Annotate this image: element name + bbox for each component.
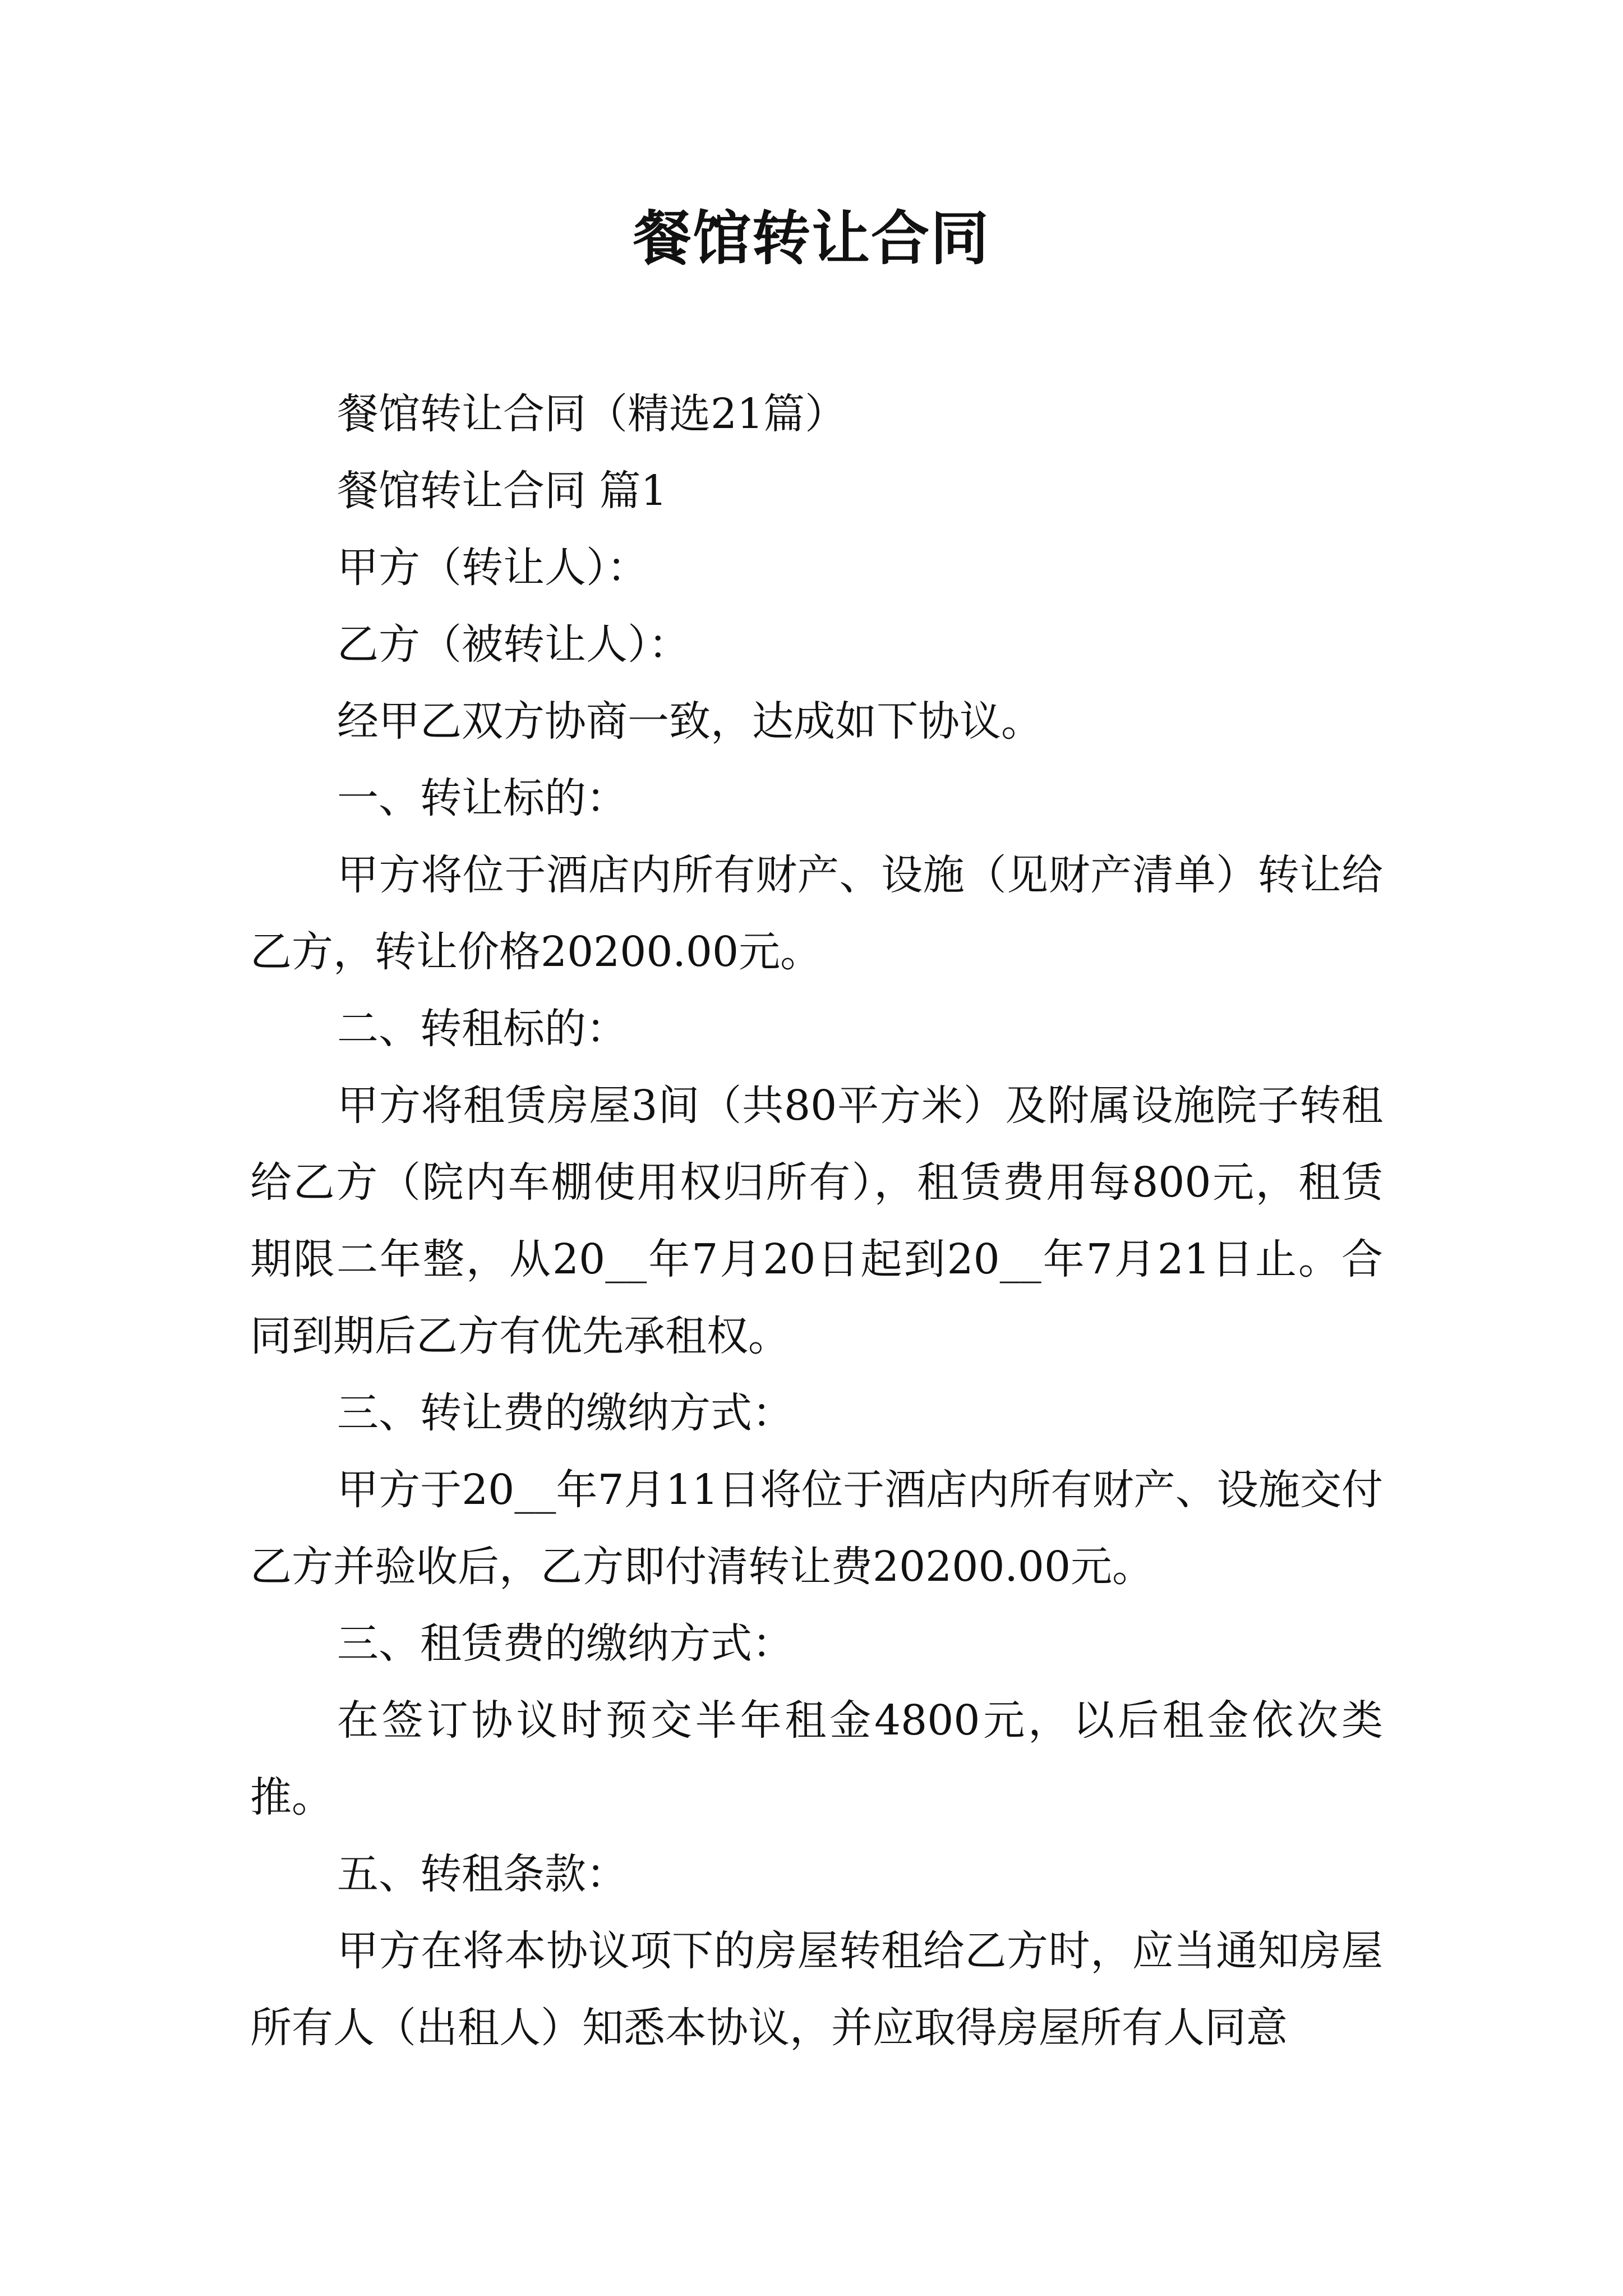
clause-text-5: 甲方在将本协议项下的房屋转租给乙方时，应当通知房屋所有人（出租人）知悉本协议，并应取得房屋所有人同意 bbox=[250, 1927, 1383, 2052]
party-a-line: 甲方（转让人）： bbox=[337, 544, 648, 592]
section-heading: 餐馆转让合同 篇1 bbox=[337, 467, 667, 515]
clause-heading-5: 五、转租条款： bbox=[337, 1850, 628, 1898]
clause-text-1: 甲方将位于酒店内所有财产、设施（见财产清单）转让给乙方，转让价格20200.00元。 bbox=[250, 851, 1383, 976]
document-body bbox=[250, 376, 1383, 2067]
clause-heading-3: 三、转让费的缴纳方式： bbox=[337, 1389, 794, 1437]
clause-heading-2: 二、转租标的： bbox=[337, 1005, 628, 1053]
clause-text-2: 甲方将租赁房屋3间（共80平方米）及附属设施院子转租给乙方（院内车棚使用权归所有），租赁费用每800元，租赁期限二年整，从20__年7月20日起到20__年7月21日止。合同到期后乙方有优先承租权。 bbox=[250, 1082, 1383, 1360]
clause-text-4: 在签订协议时预交半年租金4800元，以后租金依次类推。 bbox=[250, 1696, 1383, 1821]
agreement-intro: 经甲乙双方协商一致，达成如下协议。 bbox=[337, 697, 1043, 746]
clause-heading-4: 三、租赁费的缴纳方式： bbox=[337, 1619, 794, 1668]
party-b-line: 乙方（被转让人）： bbox=[337, 620, 690, 669]
document-title: 餐馆转让合同 bbox=[633, 204, 990, 273]
clause-heading-1: 一、转让标的： bbox=[337, 774, 628, 822]
subtitle-paragraph: 餐馆转让合同（精选21篇） bbox=[337, 390, 847, 438]
clause-text-3: 甲方于20__年7月11日将位于酒店内所有财产、设施交付乙方并验收后，乙方即付清转让费20200.00元。 bbox=[250, 1466, 1383, 1591]
